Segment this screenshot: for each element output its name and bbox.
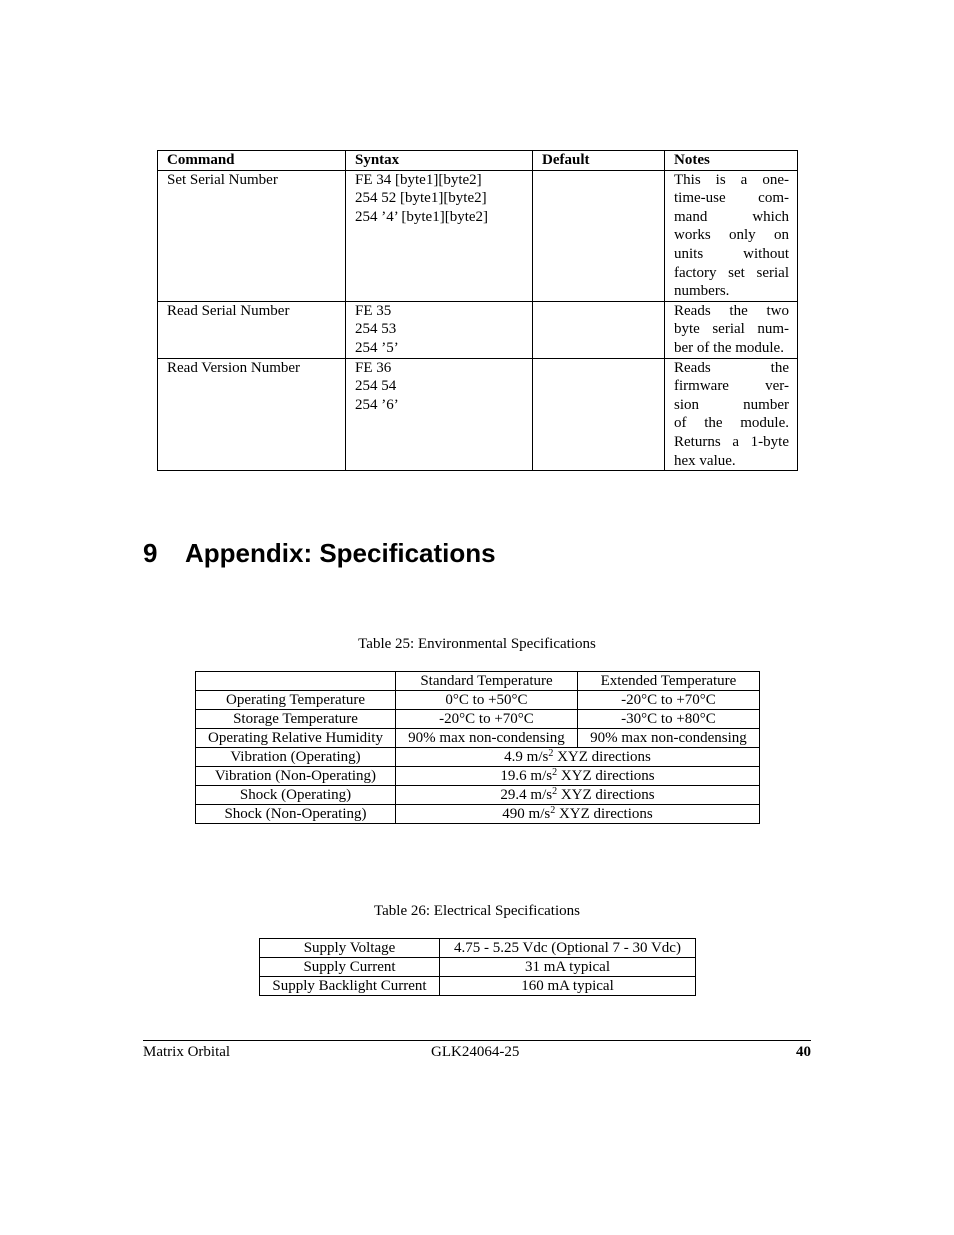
table-row <box>196 767 760 786</box>
syntax-line: FE 36 <box>355 359 392 376</box>
syntax-line: 254 54 <box>355 378 397 395</box>
merged-value <box>396 786 760 805</box>
standard-value: 0°C to +50°C <box>396 691 578 710</box>
notes-line: byte serial num- <box>674 321 789 338</box>
notes-line: hex value. <box>674 452 736 469</box>
environmental-specifications-table <box>195 671 760 824</box>
row-value: 31 mA typical <box>440 958 696 977</box>
notes-line: This is a one- <box>674 171 789 188</box>
standard-value: -20°C to +70°C <box>396 710 578 729</box>
superscript: 2 <box>552 767 558 778</box>
extended-value: -30°C to +80°C <box>578 710 760 729</box>
syntax-line: 254 ’4’ [byte1][byte2] <box>355 208 489 225</box>
table-row <box>260 958 696 977</box>
row-label: Vibration (Non-Operating) <box>196 767 396 786</box>
header-notes: Notes <box>665 151 798 171</box>
syntax-line: FE 35 <box>355 302 392 319</box>
command-table <box>157 150 798 471</box>
row-label: Shock (Non-Operating) <box>196 805 396 824</box>
row-label: Operating Temperature <box>196 691 396 710</box>
environmental-table-caption: Table 25: Environmental Specifications <box>358 636 596 652</box>
extended-value: 90% max non-condensing <box>578 729 760 748</box>
page-number: 40 <box>796 1044 811 1060</box>
value-suffix: XYZ directions <box>553 749 651 765</box>
notes-line: units without <box>674 245 789 262</box>
notes-line: ber of the module. <box>674 339 784 356</box>
header-extended-temperature: Extended Temperature <box>578 672 760 691</box>
standard-value: 90% max non-condensing <box>396 729 578 748</box>
notes-line: Reads the two <box>674 302 789 319</box>
notes-line: Returns a 1-byte <box>674 433 789 450</box>
notes-line: of the module. <box>674 415 789 432</box>
table-header-row <box>196 672 760 691</box>
table-row <box>260 977 696 996</box>
footer-company: Matrix Orbital <box>143 1044 231 1060</box>
table-row <box>158 170 798 301</box>
command-cell: Set Serial Number <box>158 170 346 301</box>
footer-divider <box>143 1040 811 1041</box>
syntax-line: 254 ’5’ <box>355 339 399 356</box>
table-row <box>196 729 760 748</box>
syntax-line: 254 52 [byte1][byte2] <box>355 190 487 207</box>
table-row <box>196 691 760 710</box>
table-row <box>196 805 760 824</box>
row-label: Supply Voltage <box>260 939 440 958</box>
value-suffix: XYZ directions <box>557 787 655 803</box>
merged-value <box>396 767 760 786</box>
footer-model: GLK24064-25 <box>431 1044 520 1060</box>
section-heading <box>143 538 496 569</box>
superscript: 2 <box>548 748 554 759</box>
table-row <box>196 748 760 767</box>
electrical-specifications-table <box>259 938 696 996</box>
syntax-line: 254 53 <box>355 321 397 338</box>
corner-cell <box>196 672 396 691</box>
syntax-line: 254 ’6’ <box>355 396 399 413</box>
value-text: 4.9 m/s <box>504 749 549 765</box>
command-cell: Read Version Number <box>158 358 346 471</box>
value-text: 29.4 m/s <box>500 787 553 803</box>
row-value: 160 mA typical <box>440 977 696 996</box>
row-label: Storage Temperature <box>196 710 396 729</box>
row-label: Supply Current <box>260 958 440 977</box>
notes-line: works only on <box>674 227 789 244</box>
superscript: 2 <box>552 786 558 797</box>
command-cell: Read Serial Number <box>158 301 346 358</box>
header-syntax: Syntax <box>346 151 533 171</box>
row-label: Vibration (Operating) <box>196 748 396 767</box>
row-label: Supply Backlight Current <box>260 977 440 996</box>
section-title: Appendix: Specifications <box>185 538 496 568</box>
value-text: 19.6 m/s <box>500 768 553 784</box>
notes-line: numbers. <box>674 283 730 300</box>
notes-line: sion number <box>674 396 789 413</box>
notes-cell <box>665 358 798 471</box>
notes-line: time-use com- <box>674 190 789 207</box>
notes-cell <box>665 170 798 301</box>
syntax-cell <box>346 301 533 358</box>
table-row <box>158 301 798 358</box>
syntax-cell <box>346 170 533 301</box>
merged-value <box>396 748 760 767</box>
electrical-table-caption: Table 26: Electrical Specifications <box>374 903 580 919</box>
table-row <box>196 786 760 805</box>
value-text: 490 m/s <box>502 806 551 822</box>
superscript: 2 <box>550 805 556 816</box>
section-number: 9 <box>143 538 158 568</box>
table-row <box>158 358 798 471</box>
header-standard-temperature: Standard Temperature <box>396 672 578 691</box>
default-cell <box>533 358 665 471</box>
row-value: 4.75 - 5.25 Vdc (Optional 7 - 30 Vdc) <box>440 939 696 958</box>
extended-value: -20°C to +70°C <box>578 691 760 710</box>
notes-line: mand which <box>674 208 789 225</box>
value-suffix: XYZ directions <box>555 806 653 822</box>
merged-value <box>396 805 760 824</box>
default-cell <box>533 301 665 358</box>
command-table-header-row <box>158 151 798 171</box>
row-label: Operating Relative Humidity <box>196 729 396 748</box>
table-row <box>260 939 696 958</box>
syntax-cell <box>346 358 533 471</box>
table-row <box>196 710 760 729</box>
notes-cell <box>665 301 798 358</box>
syntax-line: FE 34 [byte1][byte2] <box>355 171 482 188</box>
header-command: Command <box>158 151 346 171</box>
row-label: Shock (Operating) <box>196 786 396 805</box>
header-default: Default <box>533 151 665 171</box>
notes-line: firmware ver- <box>674 378 789 395</box>
value-suffix: XYZ directions <box>557 768 655 784</box>
notes-line: Reads the <box>674 359 789 376</box>
default-cell <box>533 170 665 301</box>
notes-line: factory set serial <box>674 264 789 281</box>
